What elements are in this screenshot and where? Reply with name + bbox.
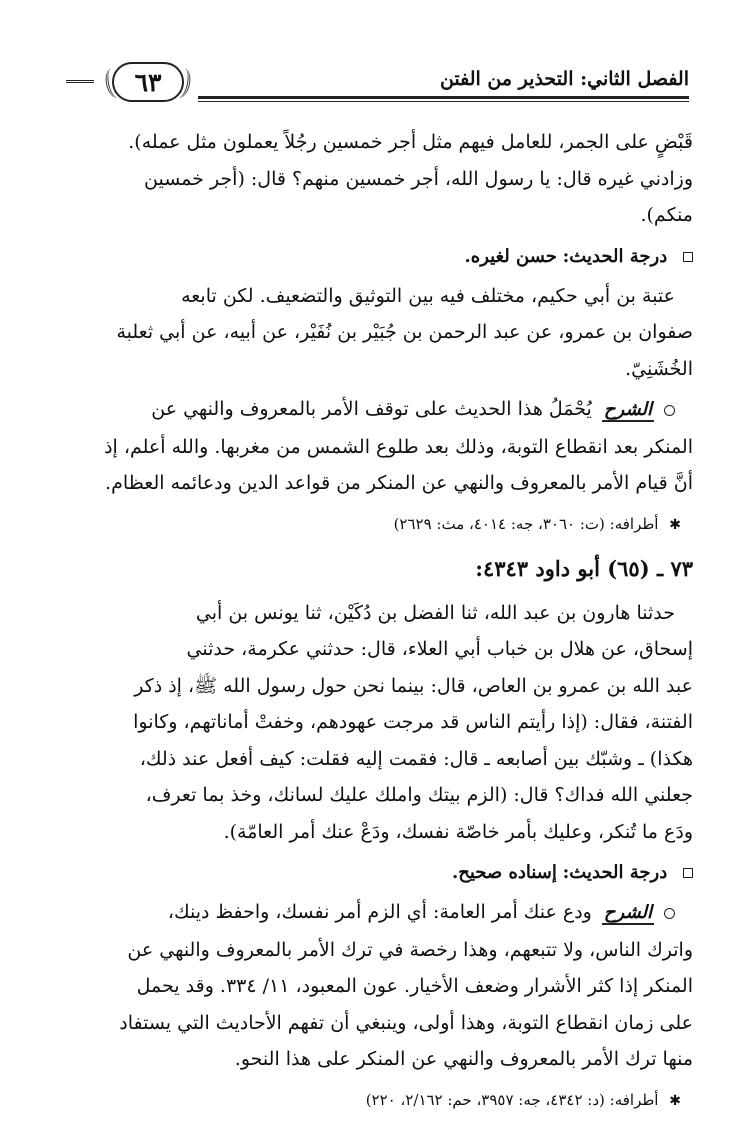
page-number-ornament bbox=[106, 62, 190, 102]
atraf-1 bbox=[62, 510, 693, 539]
hadith-degree-2 bbox=[62, 856, 693, 890]
page-number: ٦٣ bbox=[134, 67, 162, 97]
text-line: المنكر بعد انقطاع التوبة، وذلك بعد طلوع الشمس من مغربها. والله أعلم، إذ bbox=[104, 435, 693, 458]
text-line: عتبة بن أبي حكيم، مختلف فيه بين التوثيق والتضعيف. لكن تابعه bbox=[181, 284, 675, 307]
sharh-badge: الشرح bbox=[603, 399, 652, 420]
sharh-1 bbox=[62, 391, 693, 502]
degree-value: إسناده صحيح. bbox=[451, 862, 557, 883]
square-bullet-icon bbox=[683, 868, 693, 878]
text-line: واترك الناس، ولا تتبعهم، وهذا رخصة في ترك الأمر بالمعروف والنهي عن bbox=[127, 938, 693, 961]
atraf-2 bbox=[62, 1086, 693, 1115]
circle-bullet-icon bbox=[664, 405, 675, 416]
atraf-label: أطرافه: bbox=[609, 514, 659, 533]
atraf-value: (د: ٤٣٤٢، جه: ٣٩٥٧، حم: ٢/١٦٢، ٢٢٠) bbox=[365, 1090, 605, 1109]
atraf-value: (ت: ٣٠٦٠، جه: ٤٠١٤، مث: ٢٦٢٩) bbox=[393, 514, 605, 533]
text-line: ودَع ما تُنكر، وعليك بأمر خاصّة نفسك، ودَعْ عنك أمر العامّة). bbox=[223, 820, 693, 843]
atraf-label: أطرافه: bbox=[609, 1090, 659, 1109]
header-rule bbox=[198, 96, 689, 102]
paragraph-2 bbox=[62, 278, 693, 388]
sharh-text: يُحْمَلُ هذا الحديث على توقف الأمر بالمعروف والنهي عن bbox=[151, 398, 592, 420]
paragraph-3 bbox=[62, 595, 693, 851]
sharh-badge: الشرح bbox=[603, 902, 652, 923]
text-line: عبد الله بن عمرو بن العاص، قال: بينما نحن حول رسول الله ﷺ، إذ ذكر bbox=[134, 674, 693, 697]
text-line: على زمان انقطاع التوبة، وهذا أولى، وينبغي أن تفهم الأحاديث التي يستفاد bbox=[119, 1011, 693, 1034]
paragraph-1 bbox=[62, 124, 693, 234]
header-left-rule bbox=[66, 80, 94, 83]
text-line: صفوان بن عمرو، عن عبد الرحمن بن جُبَيْر بن نُفَيْر، عن أبيه، عن أبي ثعلبة bbox=[116, 321, 693, 343]
text-line: منكم). bbox=[640, 204, 693, 226]
text-line: أنَّ قيام الأمر بالمعروف والنهي عن المنكر من قواعد الدين ودعائمه العظام. bbox=[105, 472, 693, 494]
degree-label: درجة الحديث: bbox=[562, 245, 668, 267]
text-line: حدثنا هارون بن عبد الله، ثنا الفضل بن دُكَيْن، ثنا يونس بن أبي bbox=[195, 601, 675, 624]
page-content bbox=[62, 124, 693, 1125]
square-bullet-icon bbox=[683, 252, 693, 262]
hadith-heading: ٧٣ ـ (٦٥) أبو داود ٤٣٤٣: bbox=[475, 555, 693, 581]
text-line: الفتنة، فقال: (إذا رأيتم الناس قد مرجت عهودهم، وخفتْ أماناتهم، وكانوا bbox=[133, 711, 693, 733]
asterisk-icon: ✱ bbox=[669, 1092, 681, 1109]
text-line bbox=[62, 391, 693, 429]
text-line: الخُشَنِيّ. bbox=[625, 357, 693, 380]
degree-label: درجة الحديث: bbox=[562, 862, 668, 883]
circle-bullet-icon bbox=[664, 908, 675, 919]
text-line: منها ترك الأمر بالمعروف والنهي عن المنكر على هذا النحو. bbox=[234, 1048, 693, 1070]
sharh-text: ودع عنك أمر العامة: أي الزم أمر نفسك، واحفظ دينك، bbox=[167, 901, 592, 923]
text-line: إسحاق، عن هلال بن خباب أبي العلاء، قال: حدثني عكرمة، حدثني bbox=[186, 638, 693, 660]
hadith-degree-1 bbox=[62, 240, 693, 274]
sharh-2 bbox=[62, 894, 693, 1078]
page-header bbox=[66, 58, 689, 110]
asterisk-icon: ✱ bbox=[669, 516, 681, 533]
text-line: وزادني غيره قال: يا رسول الله، أجر خمسين منهم؟ قال: (أجر خمسين bbox=[144, 167, 693, 190]
text-line: هكذا) ـ وشبّك بين أصابعه ـ قال: فقمت إليه فقلت: كيف أفعل عند ذلك، bbox=[139, 747, 693, 770]
text-line: جعلني الله فداك؟ قال: (الزم بيتك واملك عليك لسانك، وخذ بما تعرف، bbox=[145, 784, 693, 806]
chapter-title: الفصل الثاني: التحذير من الفتن bbox=[439, 68, 689, 90]
text-line bbox=[62, 894, 693, 932]
text-line: قَبْضٍ على الجمر، للعامل فيهم مثل أجر خمسين رجُلاً يعملون مثل عمله). bbox=[128, 131, 693, 153]
text-line: المنكر إذا كثر الأشرار وضعف الأخيار. عون المعبود، ١١/ ٣٣٤. وقد يحمل bbox=[136, 975, 693, 997]
degree-value: حسن لغيره. bbox=[464, 245, 557, 267]
